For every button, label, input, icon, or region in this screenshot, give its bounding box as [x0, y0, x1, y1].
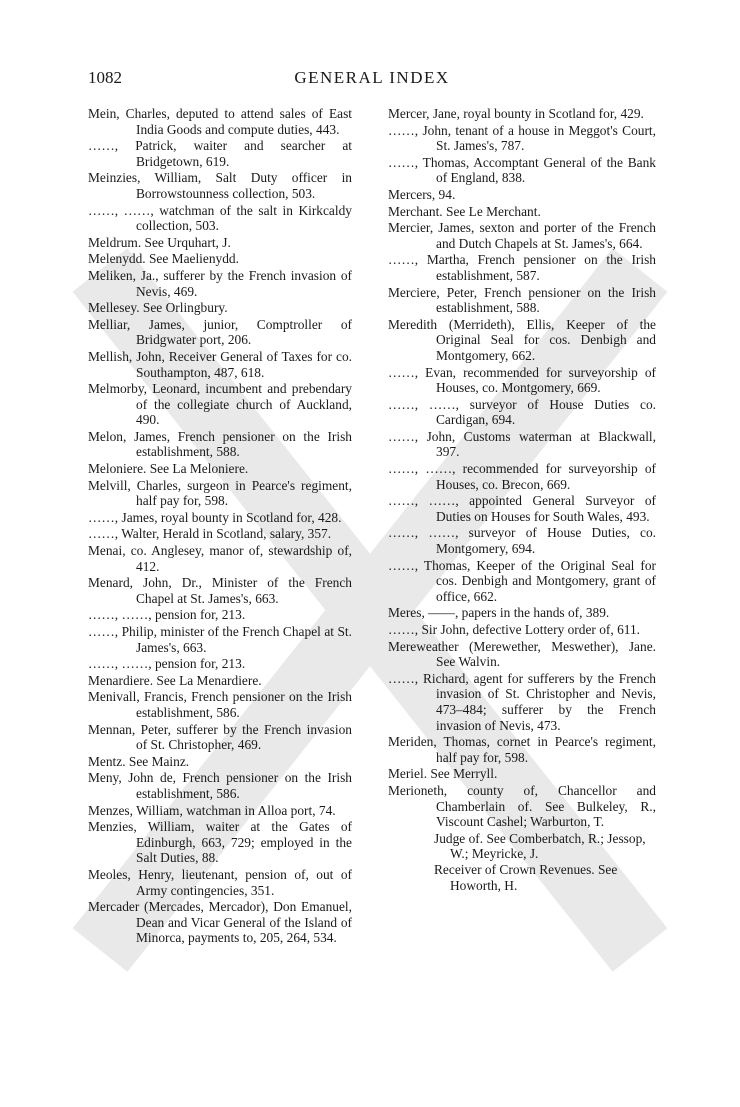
index-entry: ……, ……, recommended for surveyorship of Houses, co. Brecon, 669. — [388, 461, 656, 492]
index-entry: ……, ……, pension for, 213. — [88, 607, 246, 623]
page-header — [88, 68, 656, 94]
index-entry: Mereweather (Merewether, Meswether), Jane. See Walvin. — [388, 638, 656, 670]
index-entry: Mennan, Peter, sufferer by the French invasion of St. Christopher, 469. — [88, 721, 352, 753]
left-index-column — [88, 106, 352, 947]
index-subentry: Judge of. See Comberbatch, R.; Jessop, W.; Meyricke, J. — [434, 830, 646, 862]
index-entry: Menivall, Francis, French pensioner on the Irish establishment, 586. — [88, 689, 352, 720]
index-entry: ……, Walter, Herald in Scotland, salary, 357. — [88, 526, 332, 542]
index-entry: ……, Richard, agent for sufferers by the French invasion of St. Christopher and Nevis, 473–484; sufferer by the French invasion of Nevis, 473. — [388, 670, 656, 733]
index-entry: Meldrum. See Urquhart, J. — [88, 234, 231, 250]
index-entry: ……, Evan, recommended for surveyorship of Houses, co. Montgomery, 669. — [388, 364, 656, 396]
index-entry: ……, Martha, French pensioner on the Irish establishment, 587. — [388, 252, 656, 283]
index-entry: Mein, Charles, deputed to attend sales of East India Goods and compute duties, 443. — [88, 106, 352, 137]
index-entry: Meredith (Merrideth), Ellis, Keeper of the Original Seal for cos. Denbigh and Montgomery, 662. — [388, 316, 656, 363]
index-entry: ……, ……, watchman of the salt in Kirkcaldy collection, 503. — [88, 202, 352, 234]
index-entry: Meoles, Henry, lieutenant, pension of, out of Army contingencies, 351. — [88, 866, 352, 898]
index-entry: Meny, John de, French pensioner on the Irish establishment, 586. — [88, 770, 352, 801]
index-entry: Menard, John, Dr., Minister of the French Chapel at St. James's, 663. — [88, 575, 352, 606]
index-entry: ……, John, Customs waterman at Blackwall, 397. — [388, 428, 656, 460]
index-entry: Meres, ——, papers in the hands of, 389. — [388, 605, 610, 621]
index-entry: Melmorby, Leonard, incumbent and prebendary of the collegiate church of Auckland, 490. — [88, 381, 352, 428]
index-entry: ……, ……, surveyor of House Duties, co. Montgomery, 694. — [388, 525, 656, 557]
running-title: GENERAL INDEX — [294, 68, 450, 87]
index-entry: ……, Thomas, Accomptant General of the Bank of England, 838. — [388, 154, 656, 186]
index-entry: ……, ……, surveyor of House Duties co. Cardigan, 694. — [388, 396, 656, 428]
index-entry: ……, Sir John, defective Lottery order of, 611. — [388, 622, 641, 637]
index-entry: Mellesey. See Orlingbury. — [88, 300, 228, 316]
page-number: 1082 — [88, 68, 122, 87]
index-entry: Melliar, James, junior, Comptroller of Bridgwater port, 206. — [88, 316, 352, 348]
index-entry: Mercier, James, sexton and porter of the French and Dutch Chapels at St. James's, 664. — [388, 220, 656, 251]
index-entry: Menardiere. See La Menardiere. — [88, 672, 262, 688]
index-entry: Menzies, William, waiter at the Gates of Edinburgh, 663, 729; employed in the Salt Duties, 88. — [88, 819, 352, 866]
index-entry: Merciere, Peter, French pensioner on the Irish establishment, 588. — [388, 284, 656, 316]
index-entry: Menai, co. Anglesey, manor of, stewardship of, 412. — [88, 543, 352, 574]
index-entry: ……, John, tenant of a house in Meggot's Court, St. James's, 787. — [388, 122, 656, 154]
index-entry: Meliken, Ja., sufferer by the French invasion of Nevis, 469. — [88, 267, 352, 299]
index-entry: Meriel. See Merryll. — [388, 766, 498, 782]
index-entry: Mercers, 94. — [388, 186, 456, 202]
index-entry: ……, Philip, minister of the French Chapel at St. James's, 663. — [88, 624, 352, 655]
index-entry: Melenydd. See Maelienydd. — [88, 251, 239, 267]
index-entry: ……, Thomas, Keeper of the Original Seal for cos. Denbigh and Montgomery, grant of office, 662. — [388, 557, 656, 604]
index-entry: Merchant. See Le Merchant. — [388, 203, 541, 219]
index-entry: Melon, James, French pensioner on the Irish establishment, 588. — [88, 428, 352, 460]
index-entry: Meriden, Thomas, cornet in Pearce's regiment, half pay for, 598. — [388, 734, 656, 765]
right-index-column — [388, 106, 656, 893]
index-entry: ……, Patrick, waiter and searcher at Bridgetown, 619. — [88, 138, 352, 169]
index-entry: Mercader (Mercades, Mercador), Don Emanuel, Dean and Vicar General of the Island of Minorca, payments to, 205, 264, 534. — [88, 899, 352, 946]
index-entry: Melvill, Charles, surgeon in Pearce's regiment, half pay for, 598. — [88, 477, 352, 509]
index-entry: ……, ……, appointed General Surveyor of Duties on Houses for South Wales, 493. — [388, 493, 656, 524]
index-entry: Meinzies, William, Salt Duty officer in Borrowstounness collection, 503. — [88, 170, 352, 201]
index-entry: Merioneth, county of, Chancellor and Chamberlain of. See Bulkeley, R., Viscount Cashel; Warburton, T. — [388, 782, 656, 830]
index-entry: ……, James, royal bounty in Scotland for, 428. — [88, 509, 342, 525]
index-entry: Meloniere. See La Meloniere. — [88, 461, 249, 477]
index-entry: Mentz. See Mainz. — [88, 753, 190, 769]
index-entry: Mellish, John, Receiver General of Taxes for co. Southampton, 487, 618. — [88, 348, 352, 380]
index-entry: Menzes, William, watchman in Alloa port, 74. — [88, 802, 336, 818]
index-subentry: Receiver of Crown Revenues. See Howorth, H. — [434, 861, 618, 893]
index-entry: Mercer, Jane, royal bounty in Scotland for, 429. — [388, 106, 644, 121]
index-entry: ……, ……, pension for, 213. — [88, 656, 246, 672]
